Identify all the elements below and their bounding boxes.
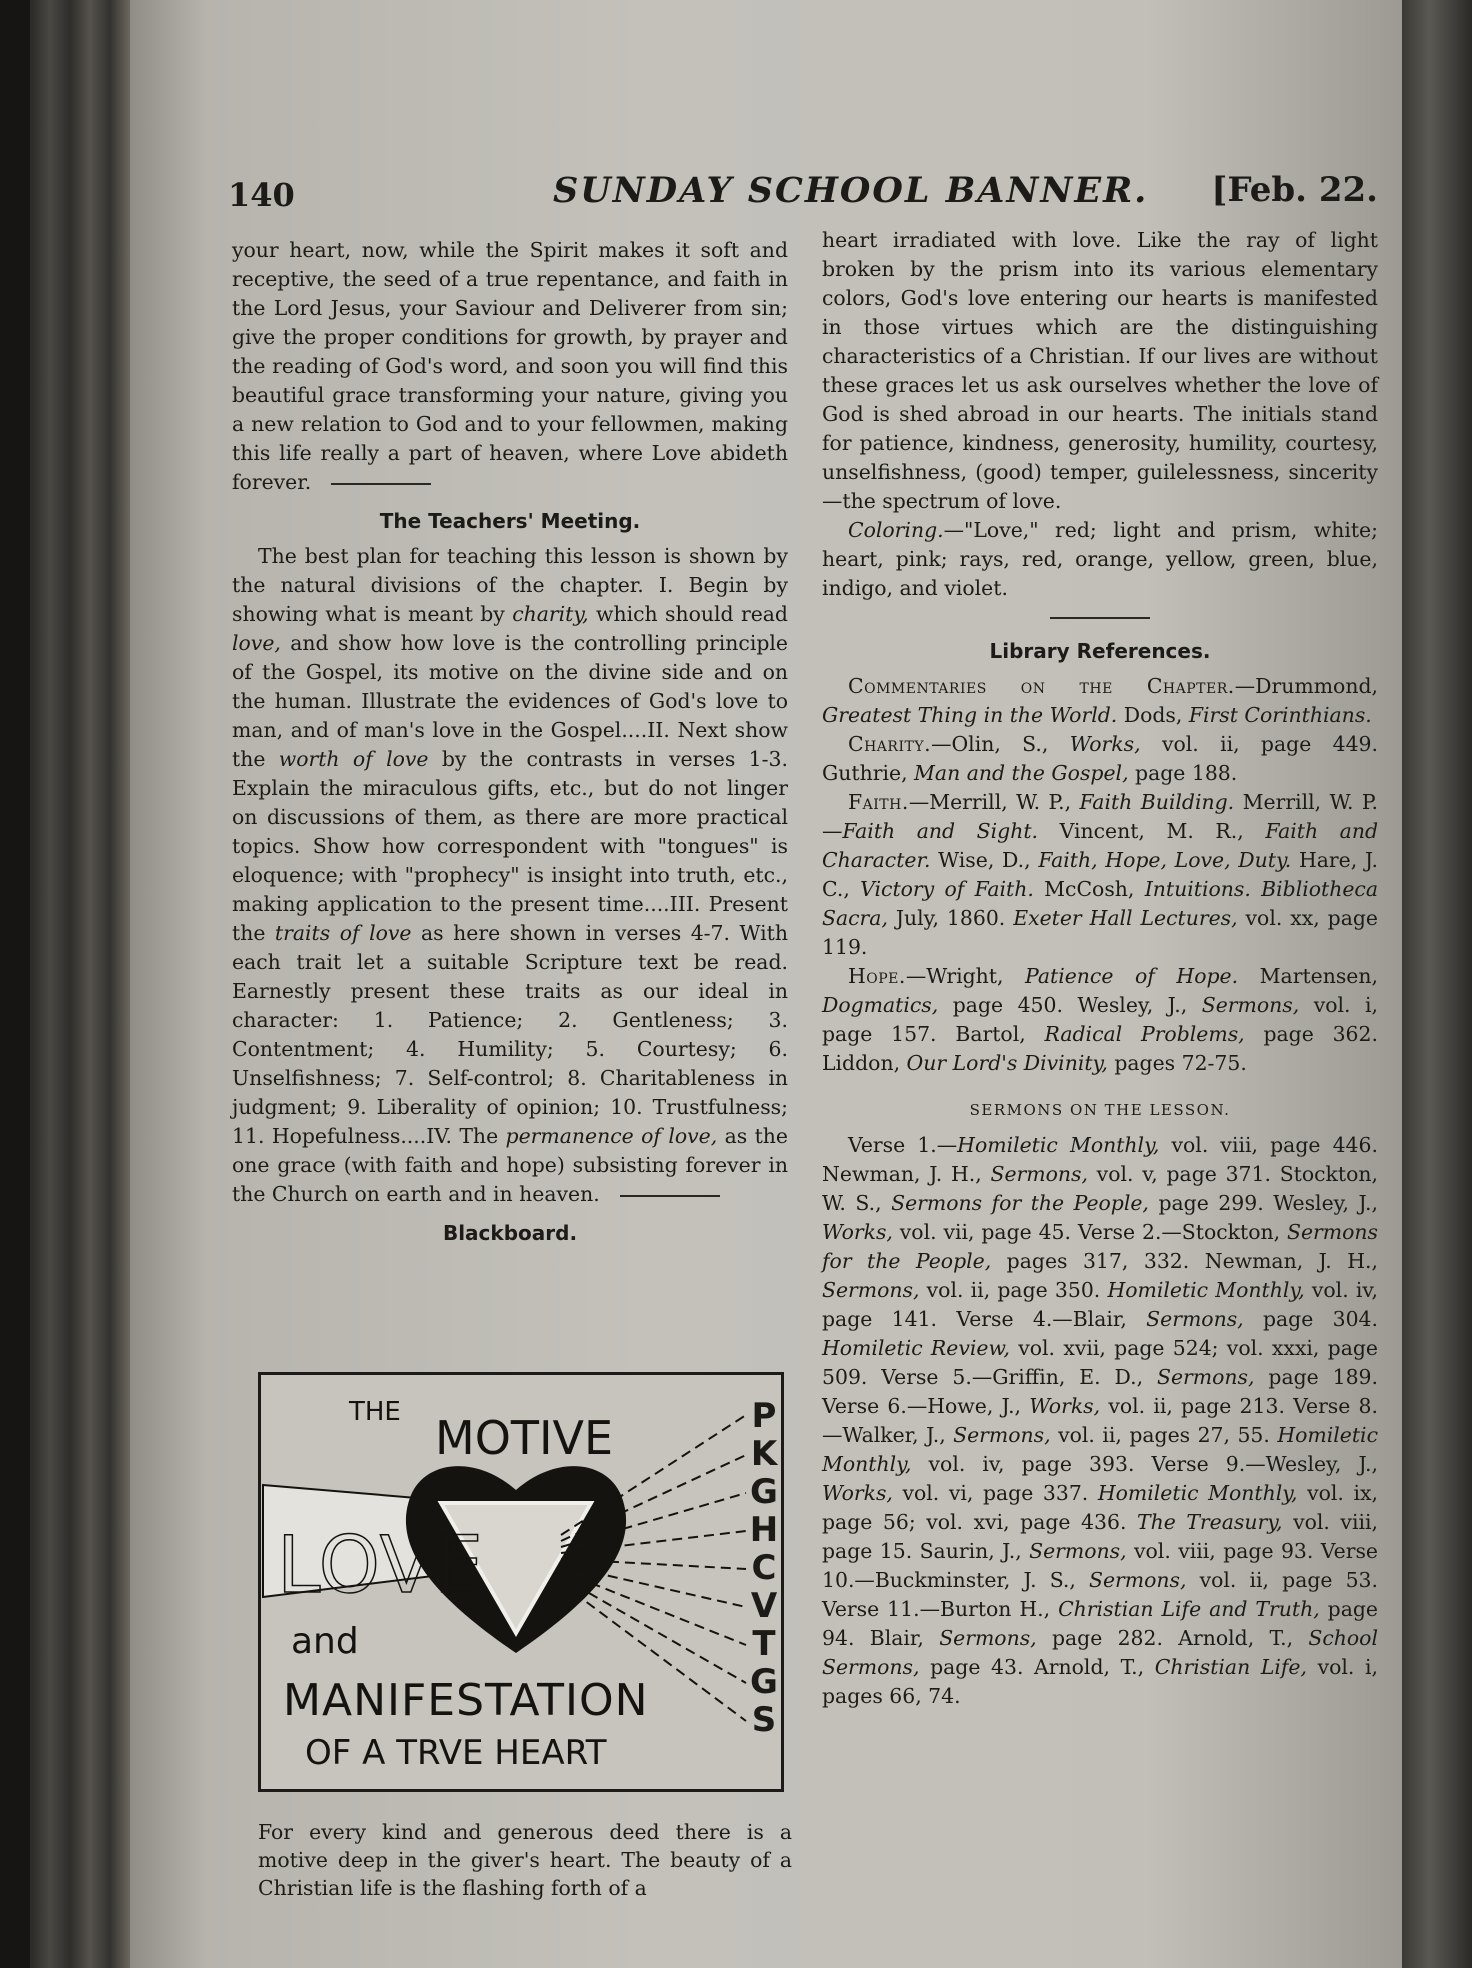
blackboard-the: THE xyxy=(349,1397,401,1427)
sermons-list: Verse 1.—Homiletic Monthly, vol. viii, page 446. Newman, J. H., Sermons, vol. v, page 371. Stockton, W. S., Sermons for the People, page 299. Wesley, J., Works, vol. vii, page 45. Verse 2.—Stockton, Sermons for the People, pages 317, 332. Newman, J. H., Sermons, vol. ii, page 350. Homiletic Monthly, vol. iv, page 141. Verse 4.—Blair, Sermons, page 304. Homiletic Review, vol. xvii, page 524; vol. xxxi, page 509. Verse 5.—Griffin, E. D., Sermons, page 189. Verse 6.—Howe, J., Works, vol. ii, page 213. Verse 8.—Walker, J., Sermons, vol. ii, pages 27, 55. Homiletic Monthly, vol. iv, page 393. Verse 9.—Wesley, J., Works, vol. vi, page 337. Homiletic Monthly, vol. ix, page 56; vol. xvi, page 436. The Treasury, vol. viii, page 15. Saurin, J., Sermons, vol. viii, page 93. Verse 10.—Buckminster, J. S., Sermons, vol. ii, page 53. Verse 11.—Burton H., Christian Life and Truth, page 94. Blair, Sermons, page 282. Arnold, T., School Sermons, page 43. Arnold, T., Christian Life, vol. i, pages 66, 74. xyxy=(822,1133,1379,1708)
library-reference-entry: Commentaries on the Chapter.—Drummond, Greatest Thing in the World. Dods, First Corinthians. xyxy=(822,674,1378,727)
page-number: 140 xyxy=(228,176,295,214)
continuation-paragraph: heart irradiated with love. Like the ray of light broken by the prism into its various elementary colors, God's love entering our hearts is manifested in those virtues which are the distinguishing characteristics of a Christian. If our lives are without these graces let us ask ourselves whether the love of God is shed abroad in our hearts. The initials stand for patience, kindness, generosity, humility, courtesy, unselfishness, (good) temper, guilelessness, sincerity—the spectrum of love. xyxy=(822,228,1378,513)
blackboard-manifestation: MANIFESTATION xyxy=(283,1675,649,1726)
blackboard-love: LOVE xyxy=(277,1521,485,1611)
initial-letter: H xyxy=(749,1510,779,1550)
library-reference-entry: Faith.—Merrill, W. P., Faith Building. Merrill, W. P.—Faith and Sight. Vincent, M. R., Faith and Character. Wise, D., Faith, Hope, Love, Duty. Hare, J. C., Victory of Faith. McCosh, Intuitions. Bibliotheca Sacra, July, 1860. Exeter Hall Lectures, vol. xx, page 119. xyxy=(822,790,1378,959)
library-reference-entry: Charity.—Olin, S., Works, vol. ii, page 449. Guthrie, Man and the Gospel, page 188. xyxy=(822,732,1378,785)
left-column xyxy=(232,236,788,1254)
right-column xyxy=(822,226,1378,1711)
blackboard-illustration xyxy=(258,1372,784,1792)
teachers-meeting-paragraph: The best plan for teaching this lesson is shown by the natural divisions of the chapter. I. Begin by showing what is meant by charity, which should read love, and show how love is the controlling principle of the Gospel, its motive on the divine side and on the human. Illustrate the evidences of God's love to man, and of man's love in the Gospel....II. Next show the worth of love by the contrasts in verses 1-3. Explain the miraculous gifts, etc., but do not linger on discussions of them, as there are more practical topics. Show how correspondent with "tongues" is eloquence; with "prophecy" is insight into truth, etc., making application to the present time....III. Present the traits of love as here shown in verses 4-7. With each trait let a suitable Scripture text be read. Earnestly present these traits as our ideal in character: 1. Patience; 2. Gentleness; 3. Contentment; 4. Humility; 5. Courtesy; 6. Unselfishness; 7. Self-control; 8. Charitableness in judgment; 9. Liberality of opinion; 10. Trustfulness; 11. Hopefulness....IV. The permanence of love, as the one grace (with faith and hope) subsisting forever in the Church on earth and in heaven. xyxy=(232,544,788,1206)
section-rule xyxy=(620,1195,720,1197)
running-header xyxy=(228,170,1378,220)
blackboard-and: and xyxy=(291,1621,359,1662)
blackboard-motive: MOTIVE xyxy=(435,1411,614,1465)
book-spine xyxy=(30,0,130,1968)
blackboard-heading: Blackboard. xyxy=(442,1221,578,1245)
virtue-initials xyxy=(749,1397,779,1739)
library-references xyxy=(822,672,1378,1078)
library-reference-entry: Hope.—Wright, Patience of Hope. Martensen, Dogmatics, page 450. Wesley, J., Sermons, vol. i, page 157. Bartol, Radical Problems, page 362. Liddon, Our Lord's Divinity, pages 72-75. xyxy=(822,964,1379,1075)
initial-letter: K xyxy=(750,1434,778,1474)
section-rule xyxy=(331,483,431,485)
blackboard-true-heart: OF A TRVE HEART xyxy=(305,1733,607,1773)
issue-date: [Feb. 22. xyxy=(1211,170,1378,210)
sermons-heading: SERMONS ON THE LESSON. xyxy=(969,1101,1231,1119)
initial-letter: S xyxy=(751,1700,777,1740)
page-edge xyxy=(1402,0,1472,1968)
coloring-label: Coloring. xyxy=(848,518,944,542)
initial-letter: C xyxy=(751,1548,777,1588)
coloring-paragraph: Coloring.—"Love," red; light and prism, white; heart, pink; rays, red, orange, yellow, green, blue, indigo, and violet. xyxy=(822,518,1378,600)
initial-letter: V xyxy=(750,1586,778,1626)
library-references-heading: Library References. xyxy=(989,639,1211,663)
section-rule xyxy=(1050,617,1150,619)
initial-letter: G xyxy=(750,1662,778,1702)
initial-letter: T xyxy=(752,1624,776,1664)
publication-title: SUNDAY SCHOOL BANNER. xyxy=(553,170,1149,211)
initial-letter: G xyxy=(750,1472,778,1512)
initial-letter: P xyxy=(751,1396,777,1436)
teachers-meeting-heading: The Teachers' Meeting. xyxy=(379,509,641,533)
intro-paragraph: your heart, now, while the Spirit makes it soft and receptive, the seed of a true repentance, and faith in the Lord Jesus, your Saviour and Deliverer from sin; give the proper conditions for growth, by prayer and the reading of God's word, and soon you will find this beautiful grace transforming your nature, giving you a new relation to God and to your fellowmen, making this life really a part of heaven, where Love abideth forever. xyxy=(232,238,788,494)
closing-paragraph: For every kind and generous deed there is a motive deep in the giver's heart. The beauty of a Christian life is the flashing forth of a xyxy=(258,1820,792,1901)
